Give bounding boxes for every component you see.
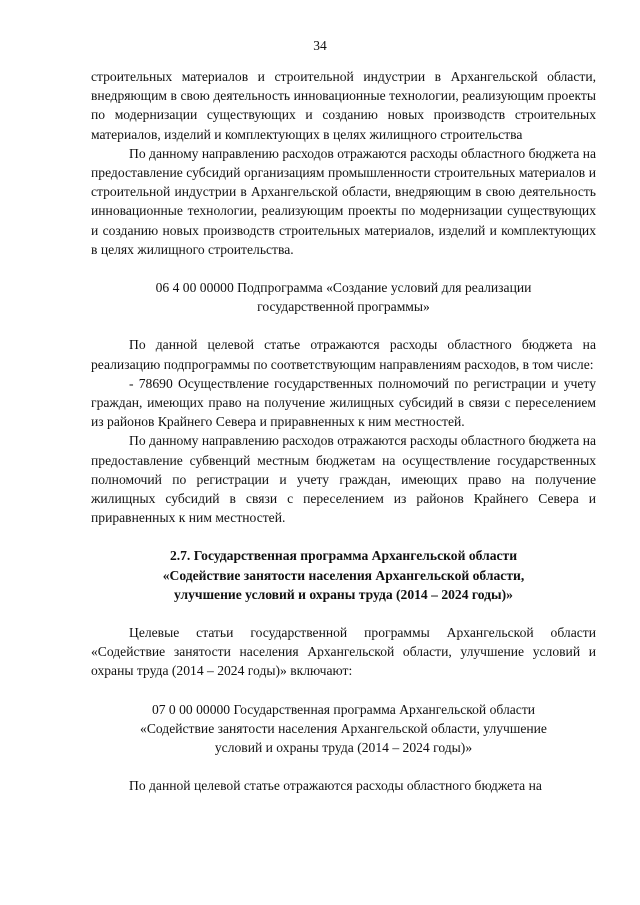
document-body xyxy=(91,67,596,796)
paragraph-target-articles: Целевые статьи государственной программы Архангельской области «Содействие занятости населения Архангельской области, улучшение условий и охраны труда (2014 – 2024 годы)» включают: xyxy=(91,625,596,679)
page-number: 34 xyxy=(313,38,327,53)
paragraph-direction-78690: - 78690 Осуществление государственных полномочий по регистрации и учету граждан, имеющих право на получение жилищных субсидий в связи с переселением из районов Крайнего Севера и приравненных к ним местностей. xyxy=(91,375,596,430)
spacer xyxy=(91,757,596,776)
paragraph-continuation: строительных материалов и строительной индустрии в Архангельской области, внедряющим в свою деятельность инновационные технологии, реализующим проекты по модернизации существующих и созданию новых производств строительных материалов, изделий и комплектующих в целях жилищного строительства xyxy=(91,69,596,142)
spacer xyxy=(91,316,596,335)
spacer xyxy=(91,527,596,546)
section-heading-line-3: улучшение условий и охраны труда (2014 – 2024 годы)» xyxy=(174,586,513,602)
section-heading-line-2: «Содействие занятости населения Архангельской области, xyxy=(162,567,525,583)
program-heading-line-2: «Содействие занятости населения Архангельской области, улучшение xyxy=(140,720,547,736)
section-heading-line-1: 2.7. Государственная программа Архангельской области xyxy=(169,548,518,564)
paragraph-subsidy-description: По данному направлению расходов отражаются расходы областного бюджета на предоставление субсидий организациям промышленности строительных материалов и строительной индустрии в Архангельской области, внедряющим в свою деятельность инновационные технологии, реализующим проекты по модернизации существующих и созданию новых производств строительных материалов, изделий и комплектующих в целях жилищного строительства. xyxy=(91,145,596,257)
subprogram-heading: 06 4 00 00000 Подпрограмма «Создание условий для реализации государственной программы» xyxy=(155,280,532,315)
paragraph-subvention-description: По данному направлению расходов отражаются расходы областного бюджета на предоставление субвенций местным бюджетам на осуществление государственных полномочий по регистрации и учету граждан, имеющих право на получение жилищных субсидий в связи с переселением из районов Крайнего Севера и приравненных к ним местностей. xyxy=(91,433,596,526)
spacer xyxy=(91,259,596,278)
spacer xyxy=(91,604,596,623)
paragraph-program-expenses: По данной целевой статье отражаются расходы областного бюджета на xyxy=(129,778,542,794)
spacer xyxy=(91,681,596,700)
program-heading-line-1: 07 0 00 00000 Государственная программа Архангельской области xyxy=(151,701,536,717)
paragraph-subprogram-expenses: По данной целевой статье отражаются расходы областного бюджета на реализацию подпрограммы по соответствующим направлениям расходов, в том числе: xyxy=(91,337,596,372)
program-heading-line-3: условий и охраны труда (2014 – 2024 годы)» xyxy=(214,740,473,756)
